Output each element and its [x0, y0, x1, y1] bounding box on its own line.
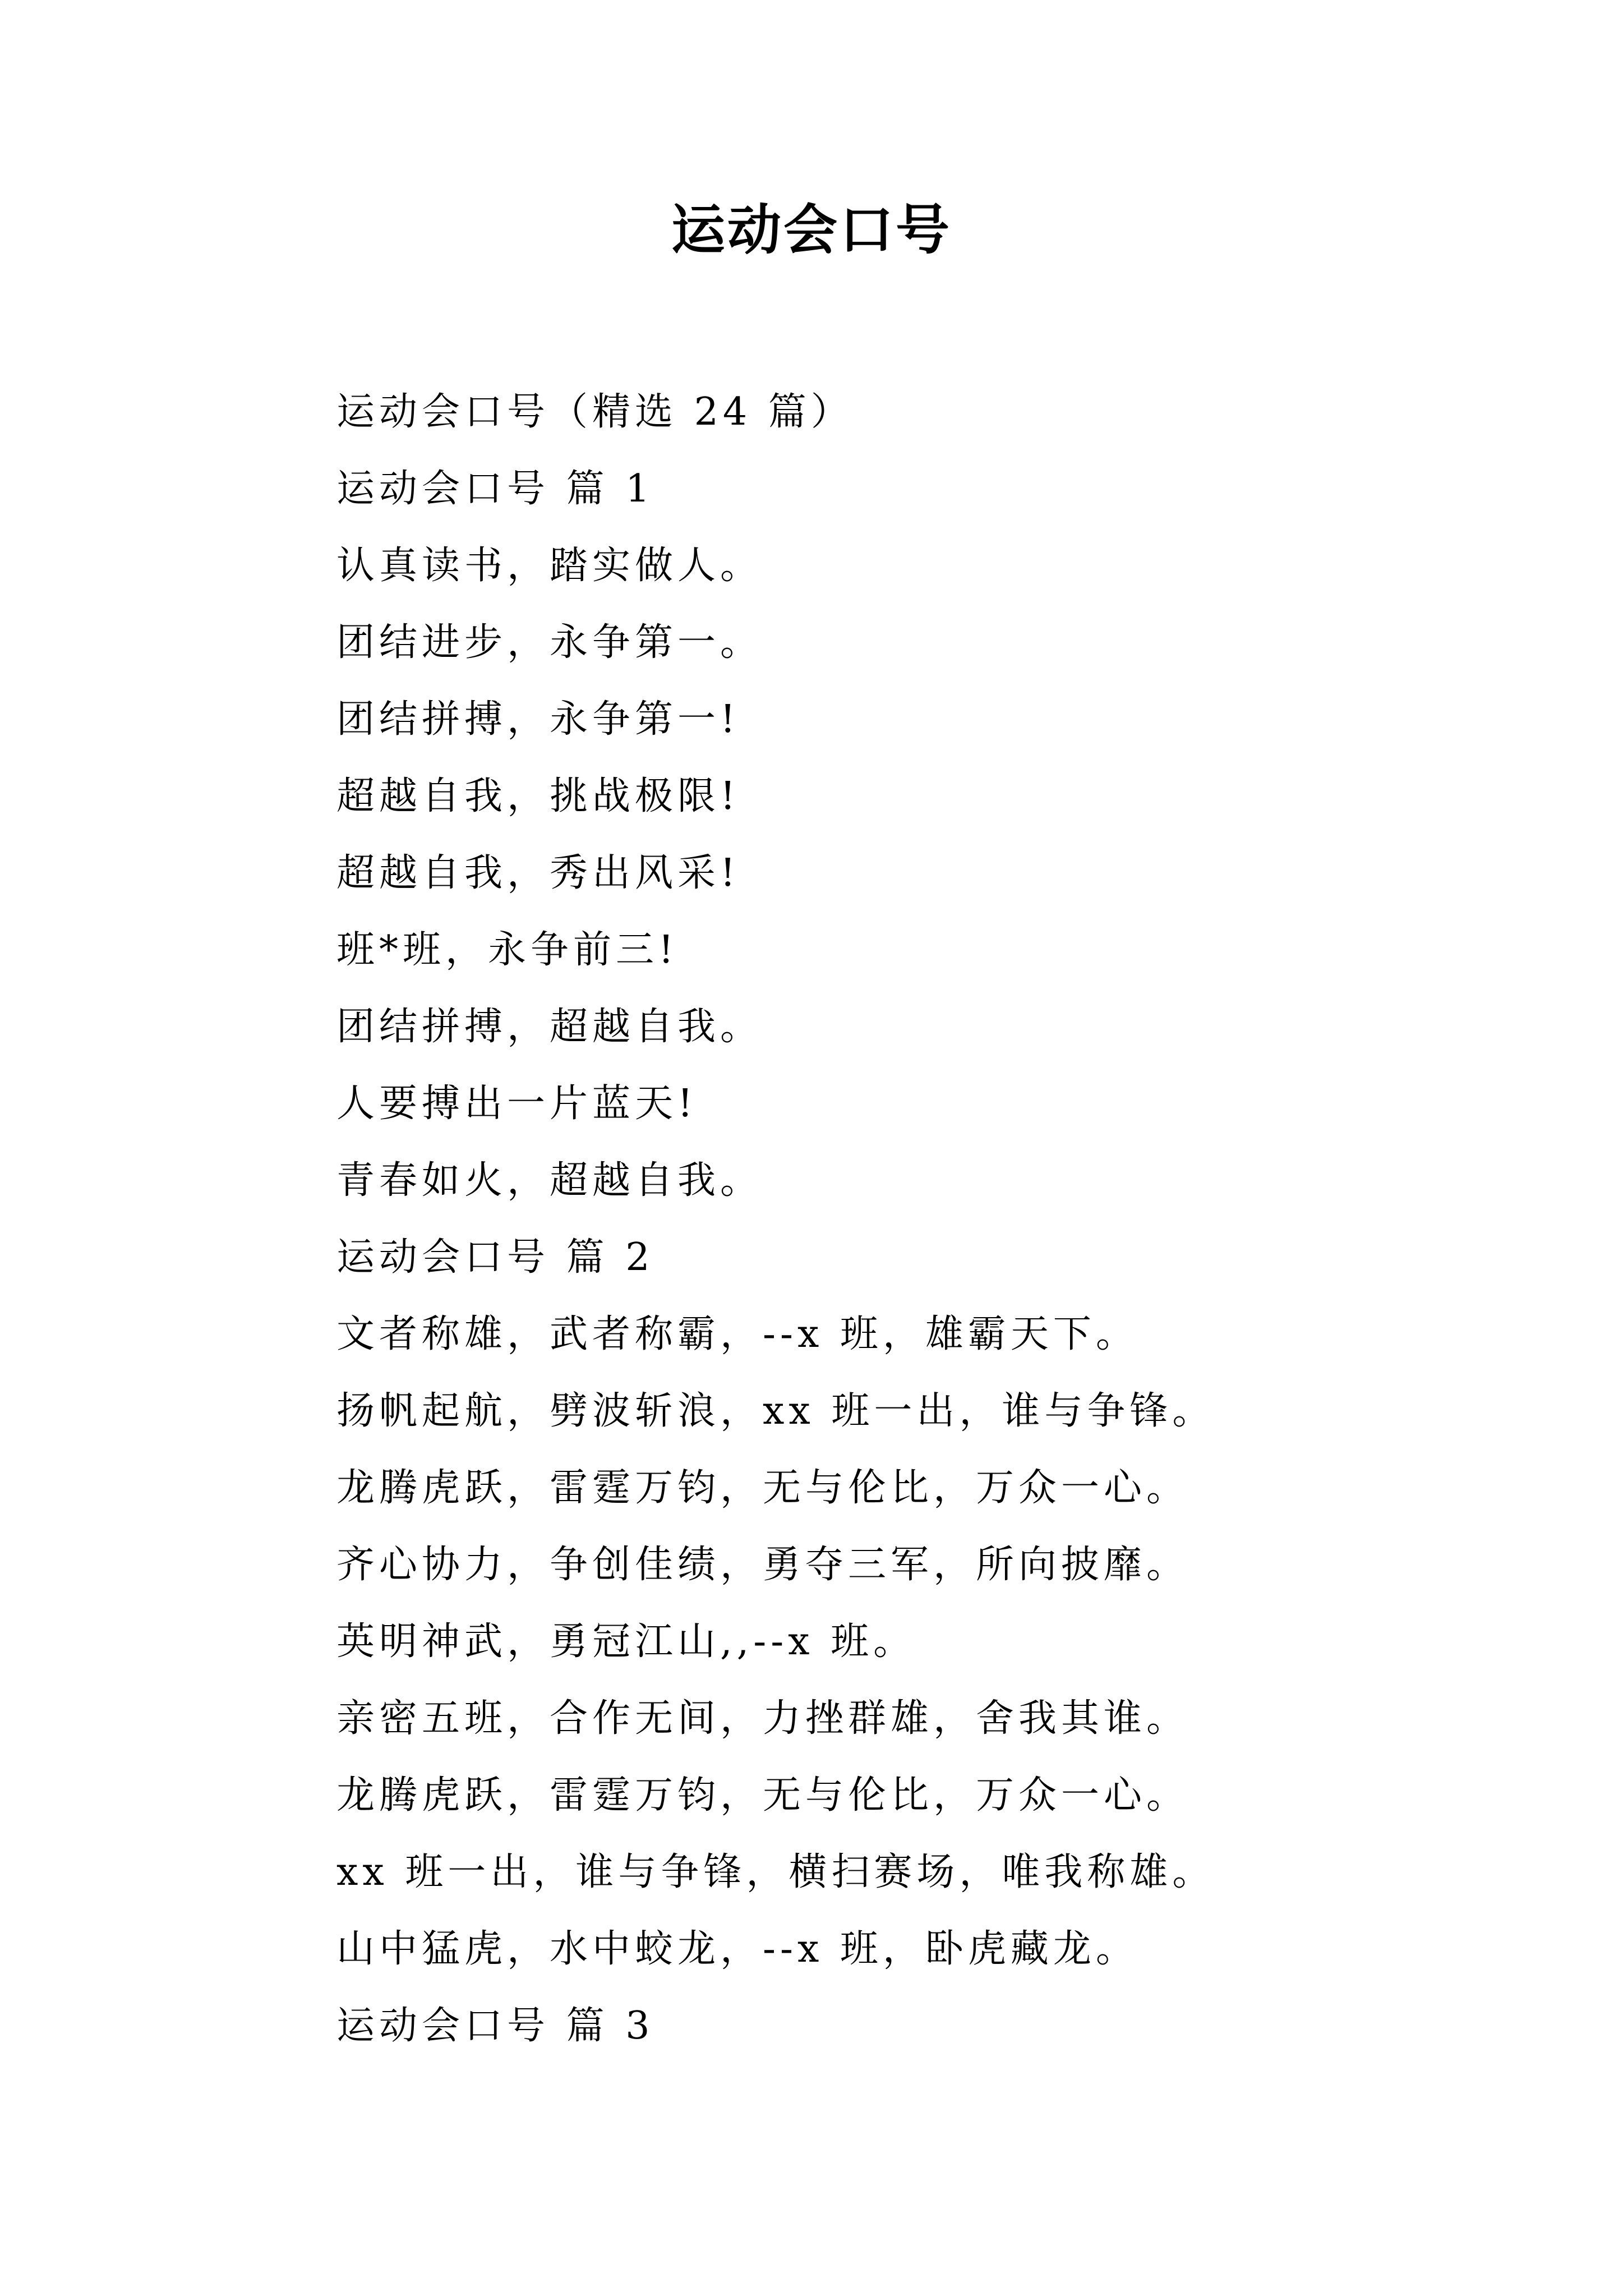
text-line: 山中猛虎，水中蛟龙，--x 班，卧虎藏龙。 — [336, 1927, 1138, 1971]
text-line: 超越自我，挑战极限! — [336, 774, 740, 818]
text-line: 青春如火，超越自我。 — [336, 1158, 763, 1203]
text-line: xx 班一出，谁与争锋，横扫赛场，唯我称雄。 — [336, 1850, 1215, 1894]
text-line: 英明神武，勇冠江山,,--x 班。 — [336, 1619, 916, 1664]
text-line: 龙腾虎跃，雷霆万钧，无与伦比，万众一心。 — [336, 1466, 1189, 1510]
text-line: 团结进步，永争第一。 — [336, 620, 763, 665]
section-heading: 运动会口号 篇 1 — [336, 467, 654, 511]
text-line: 龙腾虎跃，雷霆万钧，无与伦比，万众一心。 — [336, 1773, 1189, 1818]
document-title: 运动会口号 — [671, 199, 952, 261]
text-line: 认真读书，踏实做人。 — [336, 544, 763, 588]
text-line: 班*班，永争前三! — [336, 928, 679, 972]
section-heading: 运动会口号 篇 3 — [336, 2004, 654, 2048]
text-line: 人要搏出一片蓝天! — [336, 1082, 698, 1126]
document-body — [336, 374, 1598, 2064]
text-line: 扬帆起航，劈波斩浪，xx 班一出，谁与争锋。 — [336, 1389, 1215, 1433]
text-line: 团结拼搏，永争第一! — [336, 697, 740, 742]
text-line: 亲密五班，合作无间，力挫群雄，舍我其谁。 — [336, 1696, 1189, 1741]
text-line: 运动会口号（精选 24 篇） — [336, 390, 854, 434]
section-heading: 运动会口号 篇 2 — [336, 1235, 654, 1280]
text-line: 超越自我，秀出风采! — [336, 851, 740, 895]
text-line: 文者称雄，武者称霸，--x 班，雄霸天下。 — [336, 1312, 1138, 1356]
text-line: 齐心协力，争创佳绩，勇夺三军，所向披靡。 — [336, 1543, 1189, 1587]
text-line: 团结拼搏，超越自我。 — [336, 1005, 763, 1049]
